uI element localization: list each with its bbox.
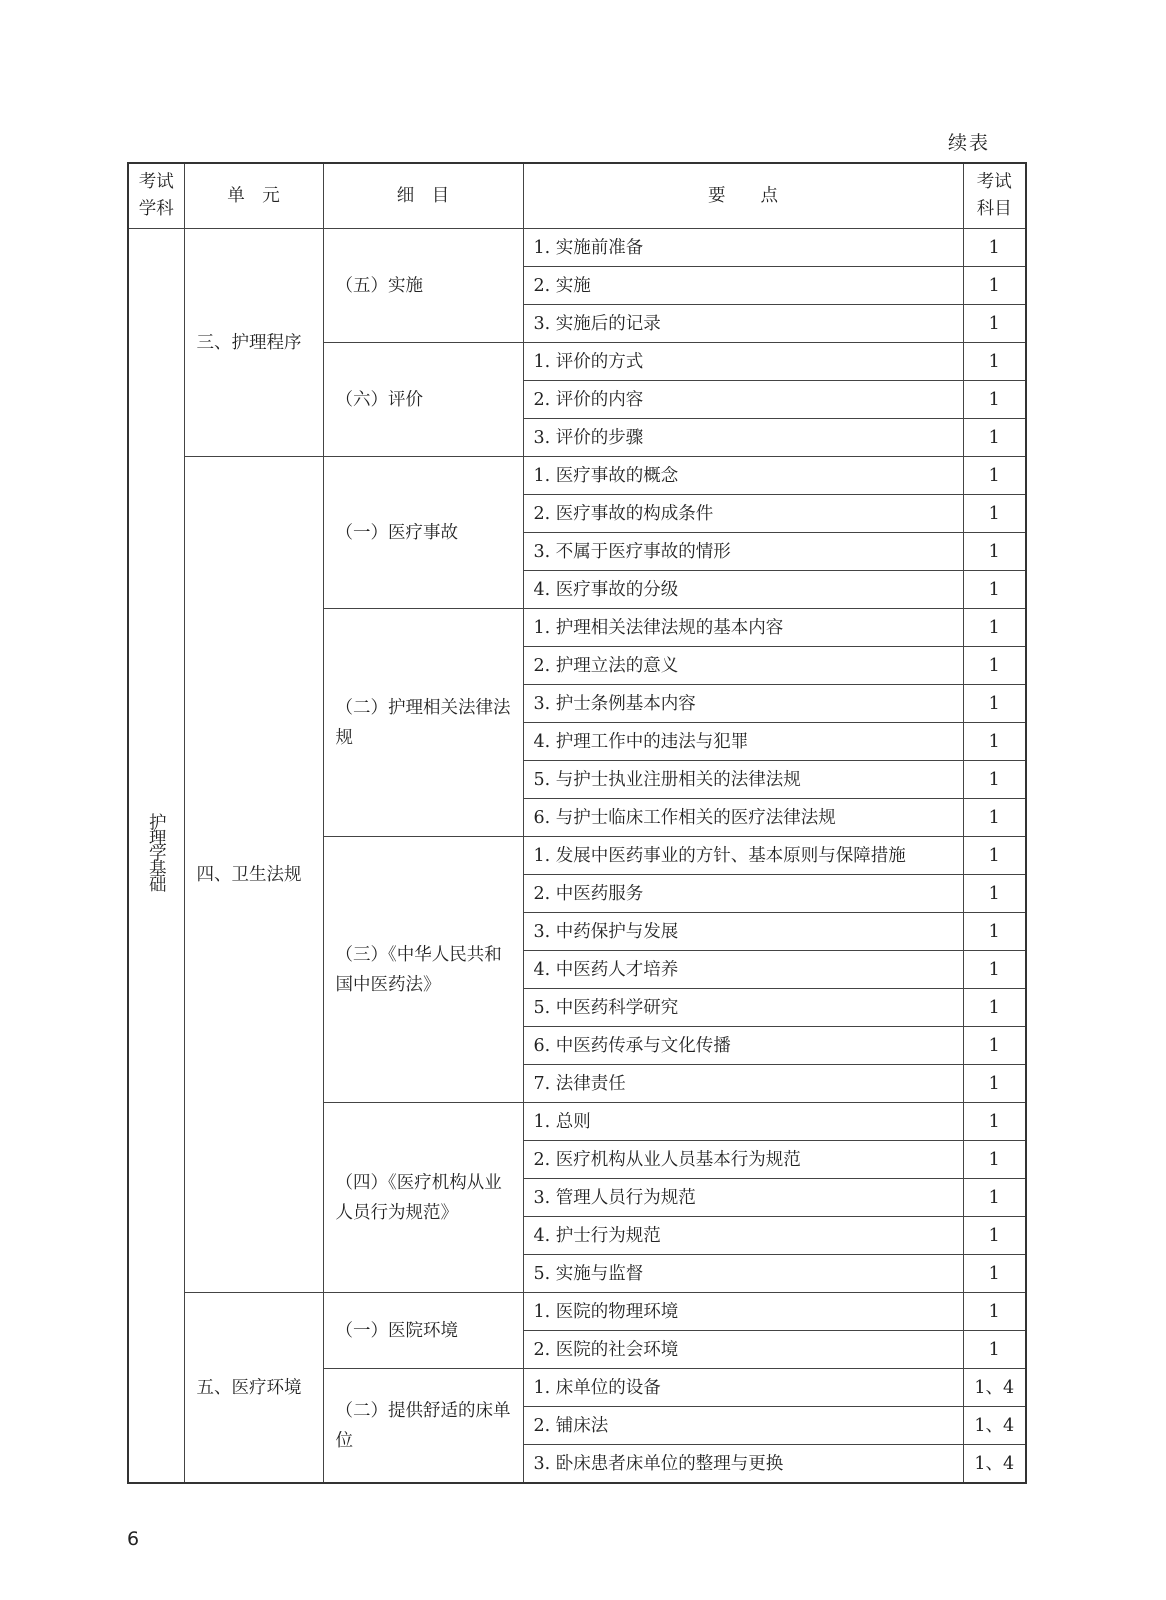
point-cell: 1. 发展中医药事业的方针、基本原则与保障措施 xyxy=(523,837,963,875)
level-cell: 1 xyxy=(963,495,1026,533)
level-cell: 1、4 xyxy=(963,1445,1026,1484)
level-cell: 1 xyxy=(963,533,1026,571)
table-row xyxy=(128,457,1026,495)
point-cell: 3. 管理人员行为规范 xyxy=(523,1179,963,1217)
detail-cell: （二）护理相关法律法规 xyxy=(323,609,523,837)
point-cell: 3. 护士条例基本内容 xyxy=(523,685,963,723)
exam-outline-table xyxy=(127,162,1027,1484)
level-cell: 1 xyxy=(963,343,1026,381)
detail-cell: （四）《医疗机构从业人员行为规范》 xyxy=(323,1103,523,1293)
level-cell: 1 xyxy=(963,1217,1026,1255)
detail-cell: （一）医院环境 xyxy=(323,1293,523,1369)
point-cell: 4. 中医药人才培养 xyxy=(523,951,963,989)
level-cell: 1 xyxy=(963,267,1026,305)
point-cell: 2. 医疗事故的构成条件 xyxy=(523,495,963,533)
level-cell: 1 xyxy=(963,799,1026,837)
point-cell: 5. 与护士执业注册相关的法律法规 xyxy=(523,761,963,799)
point-cell: 2. 实施 xyxy=(523,267,963,305)
point-cell: 1. 床单位的设备 xyxy=(523,1369,963,1407)
table-header-row xyxy=(128,163,1026,229)
level-cell: 1 xyxy=(963,837,1026,875)
page-number: 6 xyxy=(127,1528,140,1550)
point-cell: 3. 实施后的记录 xyxy=(523,305,963,343)
point-cell: 3. 中药保护与发展 xyxy=(523,913,963,951)
unit-cell: 五、医疗环境 xyxy=(184,1293,323,1484)
level-cell: 1 xyxy=(963,685,1026,723)
point-cell: 1. 医疗事故的概念 xyxy=(523,457,963,495)
level-cell: 1、4 xyxy=(963,1369,1026,1407)
point-cell: 2. 评价的内容 xyxy=(523,381,963,419)
point-cell: 1. 总则 xyxy=(523,1103,963,1141)
point-cell: 3. 不属于医疗事故的情形 xyxy=(523,533,963,571)
point-cell: 2. 医疗机构从业人员基本行为规范 xyxy=(523,1141,963,1179)
level-cell: 1 xyxy=(963,1103,1026,1141)
table-body xyxy=(128,229,1026,1484)
point-cell: 4. 护士行为规范 xyxy=(523,1217,963,1255)
point-cell: 1. 护理相关法律法规的基本内容 xyxy=(523,609,963,647)
header-detail: 细 目 xyxy=(323,163,523,229)
subject-cell xyxy=(128,229,184,1484)
detail-cell: （一）医疗事故 xyxy=(323,457,523,609)
point-cell: 6. 与护士临床工作相关的医疗法律法规 xyxy=(523,799,963,837)
level-cell: 1 xyxy=(963,647,1026,685)
level-cell: 1、4 xyxy=(963,1407,1026,1445)
point-cell: 3. 评价的步骤 xyxy=(523,419,963,457)
level-cell: 1 xyxy=(963,1331,1026,1369)
detail-cell: （三）《中华人民共和国中医药法》 xyxy=(323,837,523,1103)
level-cell: 1 xyxy=(963,609,1026,647)
point-cell: 1. 评价的方式 xyxy=(523,343,963,381)
level-cell: 1 xyxy=(963,761,1026,799)
level-cell: 1 xyxy=(963,1255,1026,1293)
header-subject: 考试 学科 xyxy=(128,163,184,229)
level-cell: 1 xyxy=(963,457,1026,495)
level-cell: 1 xyxy=(963,381,1026,419)
level-cell: 1 xyxy=(963,305,1026,343)
detail-cell: （六）评价 xyxy=(323,343,523,457)
point-cell: 5. 实施与监督 xyxy=(523,1255,963,1293)
level-cell: 1 xyxy=(963,913,1026,951)
continued-table-label: 续表 xyxy=(948,132,991,154)
table-row xyxy=(128,1293,1026,1331)
point-cell: 2. 医院的社会环境 xyxy=(523,1331,963,1369)
point-cell: 2. 中医药服务 xyxy=(523,875,963,913)
level-cell: 1 xyxy=(963,419,1026,457)
point-cell: 5. 中医药科学研究 xyxy=(523,989,963,1027)
detail-cell: （五）实施 xyxy=(323,229,523,343)
header-point: 要 点 xyxy=(523,163,963,229)
level-cell: 1 xyxy=(963,1141,1026,1179)
point-cell: 4. 医疗事故的分级 xyxy=(523,571,963,609)
point-cell: 3. 卧床患者床单位的整理与更换 xyxy=(523,1445,963,1484)
level-cell: 1 xyxy=(963,989,1026,1027)
level-cell: 1 xyxy=(963,1179,1026,1217)
table-row xyxy=(128,229,1026,267)
header-level: 考试 科目 xyxy=(963,163,1026,229)
level-cell: 1 xyxy=(963,1027,1026,1065)
unit-cell: 四、卫生法规 xyxy=(184,457,323,1293)
level-cell: 1 xyxy=(963,1293,1026,1331)
detail-cell: （二）提供舒适的床单位 xyxy=(323,1369,523,1484)
point-cell: 6. 中医药传承与文化传播 xyxy=(523,1027,963,1065)
level-cell: 1 xyxy=(963,229,1026,267)
level-cell: 1 xyxy=(963,951,1026,989)
level-cell: 1 xyxy=(963,723,1026,761)
point-cell: 4. 护理工作中的违法与犯罪 xyxy=(523,723,963,761)
point-cell: 1. 医院的物理环境 xyxy=(523,1293,963,1331)
point-cell: 1. 实施前准备 xyxy=(523,229,963,267)
point-cell: 7. 法律责任 xyxy=(523,1065,963,1103)
unit-cell: 三、护理程序 xyxy=(184,229,323,457)
level-cell: 1 xyxy=(963,571,1026,609)
subject-label: 护理学基础 xyxy=(146,812,167,891)
level-cell: 1 xyxy=(963,1065,1026,1103)
point-cell: 2. 铺床法 xyxy=(523,1407,963,1445)
header-unit: 单 元 xyxy=(184,163,323,229)
point-cell: 2. 护理立法的意义 xyxy=(523,647,963,685)
level-cell: 1 xyxy=(963,875,1026,913)
